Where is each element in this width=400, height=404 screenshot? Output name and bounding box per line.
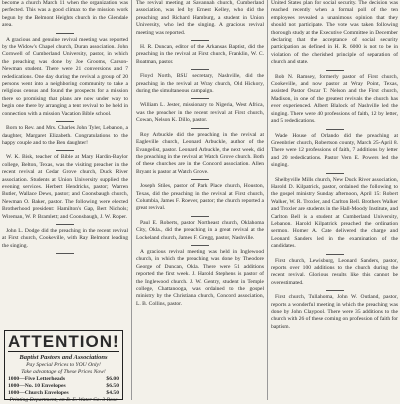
separator: [326, 129, 344, 130]
ad-price-row: 1000—Church Envelopes $4.50: [8, 389, 119, 396]
column-middle: [136, 0, 264, 400]
news-item: Shelbyville Mills church, New Duck River association, Harold D. Kilpatrick, pastor, ordained the following to the gospel ministry Sunday afternoon, April 15: Robert Walker, W. R. Troxler, and Carlton Bell. Brothers Walker and Troxler are students in the Hall-Moody Institute, and Carlton Bell is a student at Cumberland University, Lebanon. Harold Kilpatrick preached the ordination sermon. Homer A. Cate delivered the charge and Leonard Sanders led in the examination of the candidates.: [271, 176, 398, 250]
news-item: The revival meeting at Savannah church, Cumberland association, was led by Ernest Kelley, who did the preaching and Richard Hamburg, a student in Union University, who led the singing. A gracious revival meeting was reported.: [136, 0, 264, 36]
ad-subheadline: Baptist Pastors and Associations: [19, 354, 108, 361]
news-item: Born to Rev. and Mrs. Charles John Tyler, Lebanon, a daughter, Margaret Elizabeth. Congratulations to the happy couple and to the Ben daughter!: [2, 125, 128, 146]
separator: [191, 245, 209, 246]
separator: [191, 216, 209, 217]
separator: [191, 40, 209, 41]
news-item: First church, Lewisburg, Leonard Sanders, pastor, reports over 100 additions to the church during the recent revival. Glorious results like this cannot be overestimated.: [271, 257, 398, 286]
news-item: H. R. Duncan, editor of the Arkansas Baptist, did the preaching in the revival at First church, Franklin, W. C. Boatman, pastor.: [136, 44, 264, 65]
column-divider: [267, 0, 268, 400]
advertisement-box: [4, 330, 123, 403]
separator: [326, 70, 344, 71]
separator: [56, 150, 74, 151]
news-item: become a church March 11 when the organization was perfected. This was a good climax to the mission work begun by the Belmont Heights church in the Glendale area.: [2, 0, 128, 29]
separator: [56, 253, 74, 254]
ad-offer-text: Take advantage of These Prices Now!: [21, 368, 106, 375]
separator: [326, 254, 344, 255]
news-item: Joseph Stiles, pastor of Park Place church, Houston, Texas, did the preaching in the revival at First church, Columbia, James F. Roever, pastor; the church reported a great revival.: [136, 183, 264, 212]
separator: [56, 33, 74, 34]
column-divider: [131, 0, 132, 400]
news-item: First church, Tullahoma, John W. Outland, pastor, reports a wonderful meeting in which the preaching was done by John Claypool. There were 35 additions to the church with 26 of these coming on profession of faith for baptism.: [271, 294, 398, 330]
news-item: Paul E. Roberts, pastor Northeast church, Oklahoma City, Okla., did the preaching in a great revival at the Lockeland church, James F. Gregg, pastor, Nashville.: [136, 219, 264, 241]
separator: [191, 128, 209, 129]
news-item: A gracious and genuine revival meeting was reported by the Widow's Chapel church, Duran association. John Cornwell of Cumberland University, pastor, in which the preaching was done by Joe Grooms, Carson-Newman student. There were 21 conversions and 7 rededications. One day during the revival a group of 20 persons went into a neighboring community to take a religious census and found the prospects for a mission there so promising that plans are now under way to begin one there by arranging a tent revival to be held in connection with a mission Vacation Bible school.: [2, 36, 128, 117]
separator: [56, 224, 74, 225]
news-item: A gracious revival meeting was held in Inglewood church, in which the preaching was done by Theodore George of Duncan, Okla. There were 51 additions reported the first week. J. Harold Stephens is pastor of the Inglewood church. J. W. Gentry, student in Temple college, Chattanooga, was ordained to the gospel ministry by the Christiana church, Concord association, L. B. Collins, pastor.: [136, 248, 264, 307]
separator: [326, 173, 344, 174]
ad-offer-text: Pay Special Prices to YOU Only!: [26, 361, 101, 368]
news-item: William L. Jester, missionary to Nigeria, West Africa, was the preacher in the recent revival at First church, Cowan, Nelson K. Dillo, pastor.: [136, 102, 264, 124]
news-item: Wade House of Orlando did the preaching at Greenbrier church, Robertson county, March 25-April 8. There were 12 professions of faith, 7 additions by letter and 20 rededications. Pastor Vern E. Powers led the singing.: [271, 132, 398, 169]
column-right: [271, 0, 398, 400]
ad-price-row: 1000—Five Letterheads $6.00: [8, 375, 119, 382]
news-item: United States plan for social security. The decision was reached recently when a formal poll of the ten employees revealed a unanimous opinion that they should not participate. The vote was taken following thorough study at the Executive Committee in December declaring that the acceptance of social security participation as defined in H. R. 6000 is not to be in violation of the cherished principle of separation of church and state.: [271, 0, 398, 66]
news-item: Roy Arbuckle did the preaching in the revival at Eagleville church, Leonard Arbuckle, author of the Evangelist, pastor. Leonard Arbuckle, the next week, did the preaching in the revival at Watch Grove church. Both of these churches are in the Concord association. Allen Bryant is pastor at Watch Grove.: [136, 131, 264, 175]
separator: [326, 290, 344, 291]
ad-price-row: 1000—No. 10 Envelopes $6.50: [8, 382, 119, 389]
news-item: Bob N. Ramsey, formerly pastor of First church, Cookeville, and now pastor at Wray Point, Texas, assisted Pastor Oscar T. Nelson and the First church, Madison, in one of the greatest revivals the church has ever experienced. Albert Blalock of Nashville led the singing. There were 40 professions of faith, 12 by letter, and 5 rededications.: [271, 73, 398, 125]
separator: [56, 121, 74, 122]
separator: [191, 98, 209, 99]
ad-headline: ATTENTION!: [8, 332, 120, 351]
separator: [191, 69, 209, 70]
separator: [191, 179, 209, 180]
news-item: Floyd North, BSU secretary, Nashville, did the preaching in the revival at Wray church, Old Hickory, during the simultaneous campaign.: [136, 73, 264, 95]
news-item: W. K. Bisk, teacher of Bible at Mary Hardin-Baylor college, Belton, Texas, was the visiting preacher in the recent revival at Cedar Grove church, Duck River association. Students at Union University supplied the evening services. Herbert Hendricks, pastor; Warren Butler, Wallace Dews, pastor; and Coonsbaugh church, Newman O. Baker, pastor. The following were elected Brotherhood president: Hamilton's Gap, Bert Nichols; Wireman, W. P. Bramlett; and Coonsbaugh, J. W. Roper.: [2, 154, 128, 220]
ad-footer: Printing Department, on B. E. Water Co. 3 Rose: [9, 396, 118, 403]
news-item: John L. Dodge did the preaching in the recent revival at First church, Cookeville, with Ray Belmont leading the singing.: [2, 227, 128, 249]
